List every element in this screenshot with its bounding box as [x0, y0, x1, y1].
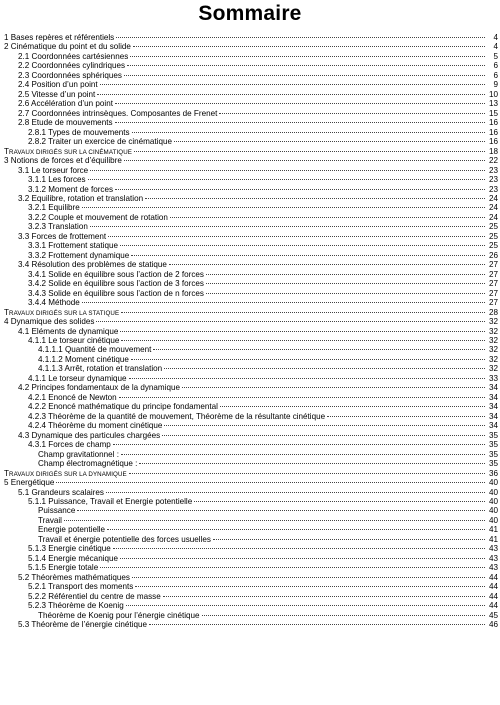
- toc-page-number: 16: [488, 137, 498, 147]
- toc-page-number: 5: [493, 51, 498, 61]
- toc-entry-label: 3.2 Equilibre, rotation et translation: [18, 193, 144, 203]
- toc-entry-label: 4.3 Dynamique des particules chargées: [18, 430, 161, 440]
- toc-page-number: 35: [488, 459, 498, 469]
- toc-entry-label: 3.2.2 Couple et mouvement de rotation: [28, 212, 168, 222]
- toc-entry-label: 3.4.3 Solide en équilibre sous l’action de n forces: [28, 288, 204, 298]
- toc-entry-label: 2.8.1 Types de mouvements: [28, 127, 130, 137]
- toc-entry-label: Champ gravitationnel :: [38, 449, 119, 459]
- toc-entry-label: Travail: [38, 515, 62, 525]
- toc-entry[interactable]: [0, 617, 500, 630]
- toc-entry-label: 5.1.4 Energie mécanique: [28, 553, 118, 563]
- toc-page-number: 16: [488, 127, 498, 137]
- toc-entry-label: 3.1 Le torseur force: [18, 165, 89, 175]
- toc-entry-label: 4.3.1 Forces de champ: [28, 440, 111, 450]
- toc-page-number: 27: [488, 298, 498, 308]
- toc-entry-label: 5.3 Théorème de l’énergie cinétique: [18, 620, 147, 630]
- toc-page-number: 46: [488, 620, 498, 630]
- toc-page-number: 4: [493, 42, 498, 52]
- toc-entry-label: 2.8.2 Traiter un exercice de cinématique: [28, 137, 172, 147]
- toc-entry-label: 4.2.2 Enoncé mathématique du principe fondamental: [28, 402, 218, 412]
- toc-entry-label: 2.4 Position d’un point: [18, 80, 98, 90]
- toc-page-number: 40: [488, 515, 498, 525]
- toc-page-number: 35: [488, 430, 498, 440]
- toc-entry-label: 2.1 Coordonnées cartésiennes: [18, 51, 129, 61]
- toc-entry-label: Travail et énergie potentielle des forces usuelles: [38, 534, 211, 544]
- toc-entry-label: 5.1 Grandeurs scalaires: [18, 487, 104, 497]
- toc-entry-label: 5 Energétique: [4, 478, 55, 488]
- toc-entry-label: 5.2.2 Référentiel du centre de masse: [28, 591, 161, 601]
- toc-entry-label: 3.3 Forces de frottement: [18, 231, 107, 241]
- toc-page-number: 9: [493, 80, 498, 90]
- toc-page-number: 41: [488, 525, 498, 535]
- toc-page-number: 35: [488, 449, 498, 459]
- toc-entry-label: 3 Notions de forces et d’équilibre: [4, 156, 122, 166]
- toc-entry-label: 3.3.2 Frottement dynamique: [28, 250, 130, 260]
- toc-page-number: 32: [488, 354, 498, 364]
- toc-entry-label: 3.4.4 Méthode: [28, 298, 80, 308]
- toc-page-number: 32: [488, 336, 498, 345]
- toc-page-number: 34: [488, 421, 498, 431]
- toc-page-number: 26: [488, 250, 498, 260]
- toc-entry-label: 3.2.3 Translation: [28, 222, 88, 232]
- toc-page-number: 24: [488, 212, 498, 222]
- toc-page-number: 44: [488, 582, 498, 592]
- page-title: Sommaire: [198, 2, 302, 25]
- toc-entry-label: 2.7 Coordonnées intrinsèques. Composantes de Frenet: [18, 108, 218, 118]
- toc-page-number: 44: [488, 572, 498, 582]
- toc-page-number: 22: [488, 156, 498, 166]
- toc-page-number: 32: [488, 345, 498, 355]
- toc-page-number: 6: [493, 70, 498, 80]
- toc-page-number: 27: [488, 269, 498, 279]
- toc-page-number: 16: [488, 118, 498, 128]
- toc-entry-label: 4.1.1 Le torseur dynamique: [28, 373, 127, 383]
- toc-entry-label: 4.2.3 Théorème de la quantité de mouvement, Théorème de la résultante cinétique: [28, 411, 326, 421]
- toc-page-number: 36: [488, 468, 498, 478]
- toc-page-number: 25: [488, 222, 498, 232]
- toc-entry-label: 5.2 Théorèmes mathématiques: [18, 572, 130, 582]
- toc-entry-label: 4.2.4 Théorème du moment cinétique: [28, 421, 163, 431]
- toc-page-number: 24: [488, 203, 498, 213]
- toc-page-number: 34: [488, 402, 498, 412]
- toc-entry-label: 2 Cinématique du point et du solide: [4, 42, 131, 52]
- toc-page-number: 41: [488, 534, 498, 544]
- toc-entry-label: 3.4.2 Solide en équilibre sous l’action de 3 forces: [28, 279, 204, 289]
- toc-page-number: 34: [488, 383, 498, 393]
- toc-entry-label: 5.1.3 Energie cinétique: [28, 544, 111, 554]
- toc-entry-label: 3.4.1 Solide en équilibre sous l’action de 2 forces: [28, 269, 204, 279]
- toc-page-number: 15: [488, 108, 498, 118]
- toc-entry-label: 2.5 Vitesse d’un point: [18, 89, 96, 99]
- toc-entry-label: 4.2 Principes fondamentaux de la dynamique: [18, 383, 180, 393]
- toc-entry-label: 4 Dynamique des solides: [4, 317, 95, 327]
- toc-entry-label: 5.1.1 Puissance, Travail et Energie potentielle: [28, 496, 193, 506]
- toc-entry-label: TRAVAUX DIRIGÉS SUR LA CINÉMATIQUE: [4, 146, 132, 156]
- toc-page-number: 4: [493, 33, 498, 42]
- toc-page-number: 44: [488, 601, 498, 611]
- toc-page-number: 32: [488, 326, 498, 336]
- toc-entry-label: 4.1.1.3 Arrêt, rotation et translation: [38, 364, 163, 374]
- toc-page-number: 10: [488, 89, 498, 99]
- toc-page-number: 32: [488, 317, 498, 327]
- toc-entry-label: 1 Bases repères et référentiels: [4, 33, 115, 42]
- toc-entry-label: 4.1 Eléments de dynamique: [18, 326, 119, 336]
- toc-page-number: 40: [488, 478, 498, 488]
- toc-page-number: 23: [488, 175, 498, 185]
- toc-entry-label: Energie potentielle: [38, 525, 106, 535]
- toc-page-number: 32: [488, 364, 498, 374]
- toc-page-number: 40: [488, 506, 498, 516]
- toc-entry-label: Puissance: [38, 506, 76, 516]
- toc-entry-label: 5.1.5 Energie totale: [28, 563, 99, 573]
- toc-page-number: 6: [493, 61, 498, 71]
- toc-entry-label: TRAVAUX DIRIGÉS SUR LA STATIQUE: [4, 307, 120, 317]
- toc-page-number: 40: [488, 496, 498, 506]
- toc-page-number: 43: [488, 553, 498, 563]
- toc-leader-dots: [149, 615, 485, 625]
- toc-page-number: 35: [488, 440, 498, 450]
- toc-entry-label: 4.1.1.1 Quantité de mouvement: [38, 345, 152, 355]
- toc-page-number: 44: [488, 591, 498, 601]
- toc-page-number: 18: [488, 146, 498, 156]
- toc-entry-label: 2.6 Accélération d’un point: [18, 99, 113, 109]
- toc-entry-label: 4.1.1 Le torseur cinétique: [28, 336, 120, 345]
- toc-page-number: 25: [488, 241, 498, 251]
- toc-entry-label: 2.3 Coordonnées sphériques: [18, 70, 122, 80]
- toc-page-number: 28: [488, 307, 498, 317]
- toc-page-number: 40: [488, 487, 498, 497]
- toc-entry-label: 3.4 Résolution des problèmes de statique: [18, 260, 167, 270]
- toc-page-number: 43: [488, 544, 498, 554]
- toc-entry-label: Champ électromagnétique :: [38, 459, 138, 469]
- toc-page-number: 23: [488, 184, 498, 194]
- toc-page-number: 24: [488, 193, 498, 203]
- toc-page-number: 34: [488, 411, 498, 421]
- toc-entry-label: TRAVAUX DIRIGÉS SUR LA DYNAMIQUE: [4, 468, 127, 478]
- toc-entry-label: 2.2 Coordonnées cylindriques: [18, 61, 126, 71]
- toc-entry-label: 5.2.3 Théorème de Koenig: [28, 601, 124, 611]
- toc-page-number: 33: [488, 373, 498, 383]
- toc-page-number: 45: [488, 610, 498, 620]
- toc-entry-label: 3.2.1 Equilibre: [28, 203, 80, 213]
- table-of-contents: [0, 30, 500, 630]
- toc-entry-label: Théorème de Koenig pour l’énergie cinétique: [38, 610, 200, 620]
- toc-entry-label: 5.2.1 Transport des moments: [28, 582, 134, 592]
- toc-entry-label: 2.8 Etude de mouvements: [18, 118, 113, 128]
- toc-page-number: 23: [488, 165, 498, 175]
- toc-page-number: 27: [488, 288, 498, 298]
- toc-page-number: 27: [488, 260, 498, 270]
- toc-entry-label: 4.2.1 Enoncé de Newton: [28, 392, 117, 402]
- toc-page-number: 34: [488, 392, 498, 402]
- toc-page-number: 25: [488, 231, 498, 241]
- toc-entry-label: 3.3.1 Frottement statique: [28, 241, 118, 251]
- toc-page-number: 27: [488, 279, 498, 289]
- toc-page-number: 13: [488, 99, 498, 109]
- toc-entry-label: 4.1.1.2 Moment cinétique: [38, 354, 129, 364]
- toc-entry-label: 3.1.1 Les forces: [28, 175, 86, 185]
- toc-page-number: 43: [488, 563, 498, 573]
- toc-entry-label: 3.1.2 Moment de forces: [28, 184, 114, 194]
